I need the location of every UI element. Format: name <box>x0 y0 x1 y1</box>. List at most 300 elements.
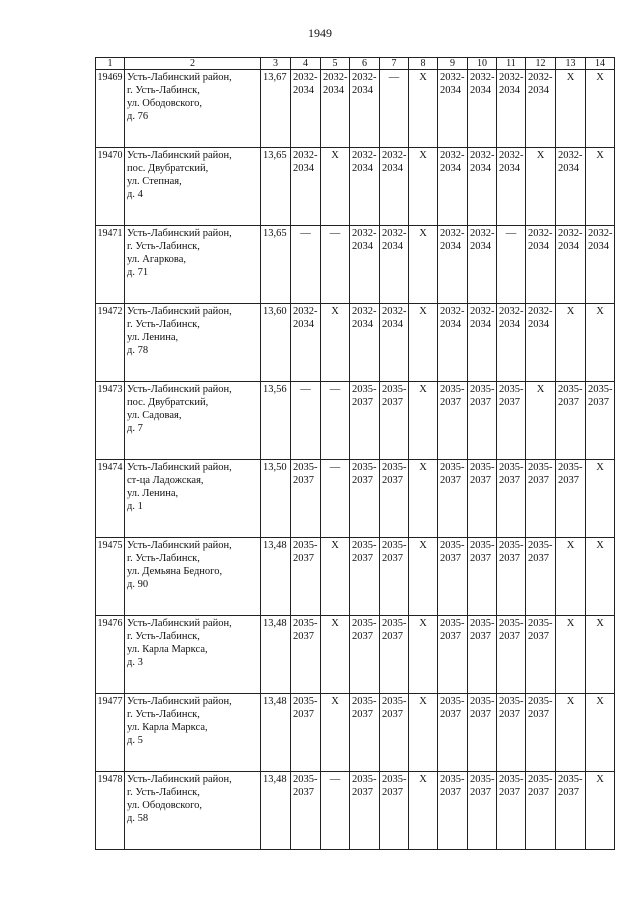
table-row <box>96 616 615 694</box>
row-number: 19474 <box>96 460 125 538</box>
column-header: 4 <box>291 58 321 70</box>
cell-text: X <box>566 306 575 317</box>
row-number: 19477 <box>96 694 125 772</box>
cell-text: 2037 <box>440 709 461 720</box>
cell-text: 2034 <box>382 319 403 330</box>
table-row <box>96 304 615 382</box>
cell-text: 2035- <box>382 540 407 551</box>
period-cell <box>350 70 380 148</box>
address-line: д. 58 <box>127 813 149 824</box>
cell-text: X <box>596 72 604 83</box>
cell-text: 2037 <box>293 631 314 642</box>
period-cell <box>380 148 409 226</box>
cell-text: 2037 <box>558 475 579 486</box>
period-cell <box>350 226 380 304</box>
value-cell: 13,56 <box>261 382 291 460</box>
period-cell <box>438 460 468 538</box>
cell-text: 2032- <box>440 306 465 317</box>
address-line: д. 78 <box>127 345 149 356</box>
address-line: Усть-Лабинский район, <box>127 72 232 83</box>
cell-text: 2034 <box>323 85 344 96</box>
address-line: д. 71 <box>127 267 149 278</box>
cell-text: X <box>596 774 604 785</box>
table-row <box>96 538 615 616</box>
cell-text: 2034 <box>352 163 373 174</box>
cell-text: 2037 <box>470 475 491 486</box>
cell-text: 2034 <box>382 163 403 174</box>
cell-text: 2032- <box>558 228 583 239</box>
cell-text: 2035- <box>499 540 524 551</box>
period-cell <box>556 226 586 304</box>
period-cell <box>438 772 468 850</box>
cell-text: X <box>331 618 339 629</box>
period-cell <box>438 304 468 382</box>
period-cell <box>291 148 321 226</box>
cell-text: 2034 <box>528 241 549 252</box>
mark-cell <box>497 226 526 304</box>
cell-text: 2037 <box>293 787 314 798</box>
cell-text: 2037 <box>352 631 373 642</box>
period-cell <box>350 538 380 616</box>
cell-text: 2037 <box>588 397 609 408</box>
period-cell <box>526 226 556 304</box>
mark-cell <box>556 70 586 148</box>
period-cell <box>350 304 380 382</box>
cell-text: 2035- <box>440 774 465 785</box>
mark-cell <box>380 70 409 148</box>
row-number: 19473 <box>96 382 125 460</box>
cell-text: 2032- <box>352 228 377 239</box>
address-line: ул. Карла Маркса, <box>127 722 208 733</box>
period-cell <box>438 382 468 460</box>
column-header: 3 <box>261 58 291 70</box>
period-cell <box>526 304 556 382</box>
cell-text: 2037 <box>293 475 314 486</box>
cell-text: X <box>596 540 604 551</box>
period-cell <box>468 70 497 148</box>
table-row <box>96 694 615 772</box>
cell-text: 2032- <box>470 306 495 317</box>
period-cell <box>497 616 526 694</box>
cell-text: 2035- <box>558 774 583 785</box>
period-cell <box>438 694 468 772</box>
column-header: 14 <box>586 58 615 70</box>
row-number: 19469 <box>96 70 125 148</box>
address-line: Усть-Лабинский район, <box>127 228 232 239</box>
cell-text: 2032- <box>440 72 465 83</box>
address-cell <box>125 304 261 382</box>
cell-text: X <box>419 228 427 239</box>
period-cell <box>526 772 556 850</box>
cell-text: 2035- <box>470 540 495 551</box>
cell-text: 2035- <box>470 462 495 473</box>
address-line: ул. Агаркова, <box>127 254 187 265</box>
value-cell: 13,65 <box>261 226 291 304</box>
period-cell <box>350 148 380 226</box>
mark-cell <box>291 226 321 304</box>
address-line: ул. Ленина, <box>127 332 179 343</box>
address-line: ст-ца Ладожская, <box>127 475 204 486</box>
cell-text: 2037 <box>499 631 520 642</box>
table-row <box>96 382 615 460</box>
cell-text: 2034 <box>470 319 491 330</box>
mark-cell <box>409 382 438 460</box>
cell-text: X <box>419 72 427 83</box>
cell-text: 2037 <box>293 553 314 564</box>
period-cell <box>586 382 615 460</box>
period-cell <box>438 148 468 226</box>
cell-text: 2032- <box>528 72 553 83</box>
column-header: 10 <box>468 58 497 70</box>
address-cell <box>125 148 261 226</box>
address-line: ул. Ободовского, <box>127 800 203 811</box>
value-cell: 13,48 <box>261 694 291 772</box>
address-line: Усть-Лабинский район, <box>127 462 232 473</box>
address-line: пос. Двубратский, <box>127 397 209 408</box>
cell-text: 2032- <box>528 306 553 317</box>
mark-cell <box>556 538 586 616</box>
cell-text: 2034 <box>499 163 520 174</box>
mark-cell <box>409 304 438 382</box>
address-line: г. Усть-Лабинск, <box>127 787 200 798</box>
period-cell <box>468 148 497 226</box>
cell-text: 2037 <box>470 787 491 798</box>
cell-text: 2037 <box>499 787 520 798</box>
address-cell <box>125 70 261 148</box>
cell-text: 2034 <box>499 319 520 330</box>
cell-text: 2037 <box>528 787 549 798</box>
column-header: 13 <box>556 58 586 70</box>
address-line: г. Усть-Лабинск, <box>127 709 200 720</box>
address-cell <box>125 772 261 850</box>
period-cell <box>380 538 409 616</box>
period-cell <box>380 382 409 460</box>
address-line: д. 5 <box>127 735 143 746</box>
cell-text: X <box>419 774 427 785</box>
cell-text: 2037 <box>382 709 403 720</box>
mark-cell <box>321 616 350 694</box>
cell-text: X <box>596 696 604 707</box>
cell-text: 2032- <box>293 72 318 83</box>
cell-text: 2032- <box>499 150 524 161</box>
table-row <box>96 226 615 304</box>
period-cell <box>291 616 321 694</box>
cell-text: 2035- <box>440 618 465 629</box>
value-cell: 13,48 <box>261 772 291 850</box>
cell-text: 2035- <box>382 384 407 395</box>
cell-text: — <box>388 72 400 83</box>
cell-text: 2037 <box>382 397 403 408</box>
mark-cell <box>556 616 586 694</box>
cell-text: X <box>419 384 427 395</box>
cell-text: 2034 <box>588 241 609 252</box>
address-line: ул. Садовая, <box>127 410 182 421</box>
cell-text: 2035- <box>499 384 524 395</box>
period-cell <box>497 694 526 772</box>
cell-text: 2035- <box>352 618 377 629</box>
cell-text: 2032- <box>293 306 318 317</box>
cell-text: X <box>419 462 427 473</box>
mark-cell <box>321 304 350 382</box>
period-cell <box>291 694 321 772</box>
period-cell <box>468 616 497 694</box>
cell-text: 2034 <box>558 163 579 174</box>
period-cell <box>556 382 586 460</box>
cell-text: 2035- <box>470 618 495 629</box>
table-row <box>96 460 615 538</box>
column-header-row <box>96 58 615 70</box>
address-cell <box>125 382 261 460</box>
row-number: 19472 <box>96 304 125 382</box>
cell-text: — <box>329 228 341 239</box>
cell-text: 2037 <box>499 709 520 720</box>
cell-text: 2037 <box>352 709 373 720</box>
cell-text: — <box>329 462 341 473</box>
cell-text: 2035- <box>352 384 377 395</box>
cell-text: 2035- <box>499 462 524 473</box>
period-cell <box>497 148 526 226</box>
mark-cell <box>586 616 615 694</box>
cell-text: 2035- <box>293 774 318 785</box>
cell-text: 2037 <box>558 787 579 798</box>
cell-text: 2032- <box>499 72 524 83</box>
period-cell <box>526 616 556 694</box>
column-header: 11 <box>497 58 526 70</box>
cell-text: 2035- <box>528 696 553 707</box>
cell-text: 2035- <box>440 384 465 395</box>
column-header: 2 <box>125 58 261 70</box>
period-cell <box>468 460 497 538</box>
period-cell <box>586 226 615 304</box>
mark-cell <box>409 460 438 538</box>
period-cell <box>468 694 497 772</box>
cell-text: 2035- <box>382 618 407 629</box>
address-cell <box>125 694 261 772</box>
period-cell <box>291 70 321 148</box>
cell-text: 2037 <box>440 475 461 486</box>
cell-text: 2035- <box>440 540 465 551</box>
value-cell: 13,65 <box>261 148 291 226</box>
cell-text: — <box>329 774 341 785</box>
cell-text: — <box>300 384 311 395</box>
mark-cell <box>526 148 556 226</box>
cell-text: 2037 <box>440 553 461 564</box>
cell-text: 2037 <box>352 553 373 564</box>
cell-text: 2037 <box>470 709 491 720</box>
cell-text: 2037 <box>440 631 461 642</box>
period-cell <box>556 460 586 538</box>
cell-text: 2032- <box>323 72 348 83</box>
period-cell <box>438 538 468 616</box>
cell-text: 2035- <box>499 618 524 629</box>
cell-text: 2034 <box>293 319 314 330</box>
mark-cell <box>409 616 438 694</box>
column-header: 8 <box>409 58 438 70</box>
cell-text: 2037 <box>528 631 549 642</box>
mark-cell <box>586 148 615 226</box>
cell-text: 2037 <box>382 631 403 642</box>
period-cell <box>468 304 497 382</box>
cell-text: 2034 <box>528 319 549 330</box>
address-line: д. 1 <box>127 501 143 512</box>
period-cell <box>380 772 409 850</box>
cell-text: 2037 <box>499 553 520 564</box>
address-cell <box>125 538 261 616</box>
cell-text: 2032- <box>293 150 318 161</box>
address-line: г. Усть-Лабинск, <box>127 319 200 330</box>
cell-text: X <box>596 618 604 629</box>
address-line: ул. Демьяна Бедного, <box>127 566 223 577</box>
cell-text: 2032- <box>440 228 465 239</box>
cell-text: X <box>596 306 604 317</box>
cell-text: 2035- <box>382 774 407 785</box>
cell-text: 2035- <box>440 696 465 707</box>
cell-text: X <box>566 696 575 707</box>
cell-text: 2037 <box>440 787 461 798</box>
cell-text: 2035- <box>352 462 377 473</box>
mark-cell <box>556 304 586 382</box>
cell-text: — <box>300 228 311 239</box>
value-cell: 13,48 <box>261 616 291 694</box>
cell-text: 2035- <box>440 462 465 473</box>
cell-text: 2035- <box>293 540 318 551</box>
period-cell <box>380 460 409 538</box>
cell-text: 2032- <box>352 306 377 317</box>
cell-text: 2035- <box>558 384 583 395</box>
column-header: 12 <box>526 58 556 70</box>
mark-cell <box>321 694 350 772</box>
address-cell <box>125 460 261 538</box>
cell-text: X <box>331 306 339 317</box>
cell-text: X <box>331 150 339 161</box>
cell-text: 2037 <box>352 397 373 408</box>
column-header: 5 <box>321 58 350 70</box>
address-line: Усть-Лабинский район, <box>127 696 232 707</box>
cell-text: 2035- <box>470 384 495 395</box>
period-cell <box>350 460 380 538</box>
period-cell <box>380 616 409 694</box>
column-header: 1 <box>96 58 125 70</box>
address-line: пос. Двубратский, <box>127 163 209 174</box>
table-row <box>96 772 615 850</box>
cell-text: X <box>419 150 427 161</box>
cell-text: 2032- <box>558 150 583 161</box>
address-line: ул. Степная, <box>127 176 182 187</box>
mark-cell <box>586 772 615 850</box>
mark-cell <box>321 382 350 460</box>
cell-text: 2035- <box>470 696 495 707</box>
mark-cell <box>321 538 350 616</box>
period-cell <box>438 226 468 304</box>
period-cell <box>291 772 321 850</box>
cell-text: 2035- <box>293 696 318 707</box>
mark-cell <box>409 226 438 304</box>
address-line: д. 4 <box>127 189 143 200</box>
cell-text: 2035- <box>382 696 407 707</box>
address-line: г. Усть-Лабинск, <box>127 553 200 564</box>
period-cell <box>291 460 321 538</box>
period-cell <box>380 304 409 382</box>
mark-cell <box>556 694 586 772</box>
cell-text: 2032- <box>470 72 495 83</box>
mark-cell <box>586 460 615 538</box>
period-cell <box>497 538 526 616</box>
address-line: Усть-Лабинский район, <box>127 774 232 785</box>
period-cell <box>350 616 380 694</box>
cell-text: 2032- <box>382 150 407 161</box>
period-cell <box>556 772 586 850</box>
mark-cell <box>586 70 615 148</box>
column-header: 7 <box>380 58 409 70</box>
address-line: Усть-Лабинский район, <box>127 150 232 161</box>
address-line: д. 3 <box>127 657 143 668</box>
period-cell <box>291 538 321 616</box>
address-line: д. 76 <box>127 111 149 122</box>
cell-text: 2034 <box>440 85 461 96</box>
column-header: 6 <box>350 58 380 70</box>
cell-text: 2032- <box>382 306 407 317</box>
cell-text: 2032- <box>440 150 465 161</box>
period-cell <box>526 538 556 616</box>
period-cell <box>526 694 556 772</box>
cell-text: X <box>536 384 545 395</box>
cell-text: 2034 <box>499 85 520 96</box>
period-cell <box>350 772 380 850</box>
period-cell <box>526 70 556 148</box>
cell-text: X <box>419 618 427 629</box>
value-cell: 13,48 <box>261 538 291 616</box>
cell-text: X <box>536 150 545 161</box>
cell-text: 2032- <box>352 72 377 83</box>
row-number: 19478 <box>96 772 125 850</box>
cell-text: 2037 <box>470 631 491 642</box>
cell-text: 2037 <box>499 397 520 408</box>
cell-text: X <box>419 540 427 551</box>
mark-cell <box>321 148 350 226</box>
period-cell <box>497 304 526 382</box>
column-header: 9 <box>438 58 468 70</box>
address-line: г. Усть-Лабинск, <box>127 631 200 642</box>
mark-cell <box>526 382 556 460</box>
period-cell <box>468 772 497 850</box>
cell-text: 2034 <box>470 163 491 174</box>
register-table <box>95 57 615 850</box>
cell-text: 2037 <box>382 553 403 564</box>
cell-text: 2032- <box>588 228 613 239</box>
cell-text: 2032- <box>382 228 407 239</box>
period-cell <box>497 460 526 538</box>
address-line: ул. Ленина, <box>127 488 179 499</box>
cell-text: 2035- <box>352 696 377 707</box>
cell-text: 2034 <box>293 85 314 96</box>
cell-text: 2037 <box>470 397 491 408</box>
period-cell <box>350 694 380 772</box>
table-row <box>96 70 615 148</box>
page-number: 1949 <box>308 26 332 40</box>
cell-text: X <box>419 306 427 317</box>
mark-cell <box>321 226 350 304</box>
address-line: Усть-Лабинский район, <box>127 618 232 629</box>
cell-text: 2035- <box>352 774 377 785</box>
row-number: 19475 <box>96 538 125 616</box>
address-line: д. 7 <box>127 423 143 434</box>
cell-text: 2037 <box>499 475 520 486</box>
period-cell <box>468 382 497 460</box>
cell-text: 2034 <box>470 85 491 96</box>
cell-text: 2034 <box>440 241 461 252</box>
cell-text: 2034 <box>382 241 403 252</box>
cell-text: 2032- <box>352 150 377 161</box>
